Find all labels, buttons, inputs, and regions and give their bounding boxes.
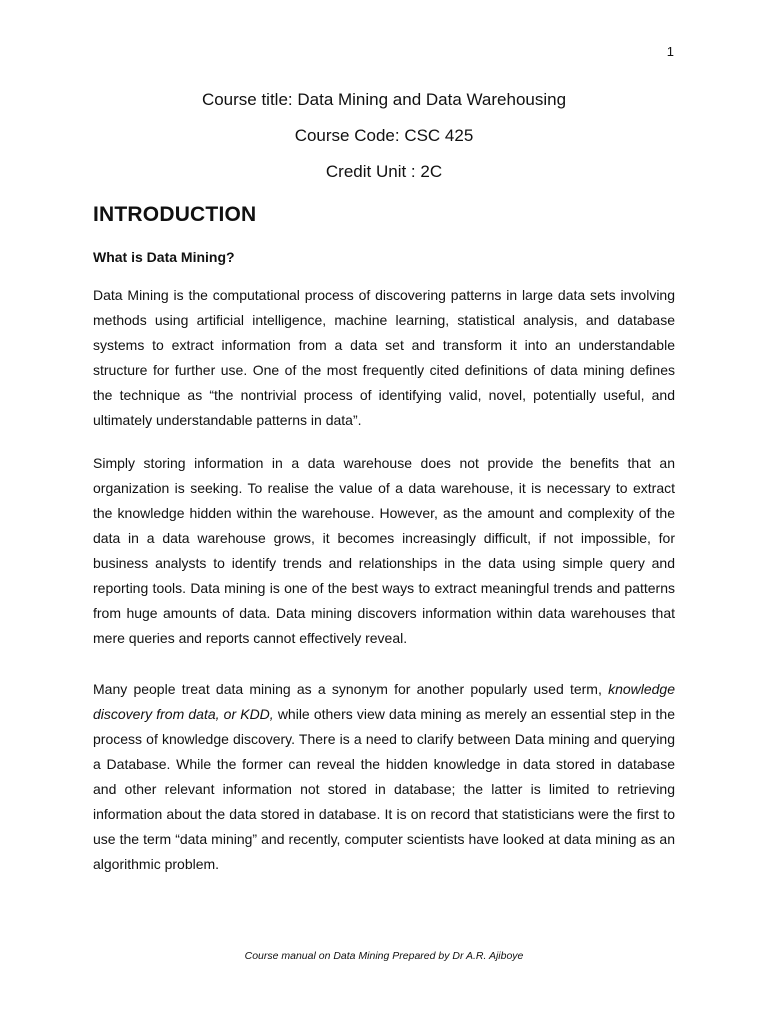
course-header (0, 88, 768, 196)
course-code: Course Code: CSC 425 (294, 126, 474, 145)
paragraph-3-end: while others view data mining as merely an essential step in the process of knowledge discovery. There is a need to clarify between Data mining and querying a Database. While the former can reveal the hidden knowledge in data stored in database and other relevant information not stored in database; the latter is limited to retrieving information about the data stored in database. It is on record that statisticians were the first to use the term “data mining” and recently, computer scientists have looked at data mining as an algorithmic problem. (93, 706, 675, 872)
subheading: What is Data Mining? (93, 249, 235, 265)
page-footer: Course manual on Data Mining Prepared by Dr A.R. Ajiboye (244, 950, 524, 962)
paragraph-3-start: Many people treat data mining as a synonym for another popularly used term, (93, 681, 609, 697)
paragraph-3 (93, 677, 675, 877)
paragraph-3-italic: knowledge discovery from data, or KDD, (93, 681, 675, 722)
course-title: Course title: Data Mining and Data Warehousing (201, 90, 567, 109)
page-number: 1 (666, 44, 674, 59)
section-title: INTRODUCTION (93, 203, 257, 226)
paragraph-1: Data Mining is the computational process of discovering patterns in large data sets involving methods using artificial intelligence, machine learning, statistical analysis, and database systems to extract information from a data set and transform it into an understandable structure for further use. One of the most frequently cited definitions of data mining defines the technique as “the nontrivial process of identifying valid, novel, potentially useful, and ultimately understandable patterns in data”. (93, 287, 675, 428)
credit-unit: Credit Unit : 2C (325, 162, 443, 181)
paragraph-2: Simply storing information in a data warehouse does not provide the benefits that an organization is seeking. To realise the value of a data warehouse, it is necessary to extract the knowledge hidden within the warehouse. However, as the amount and complexity of the data in a data warehouse grows, it becomes increasingly difficult, if not impossible, for business analysts to identify trends and relationships in the data using simple query and reporting tools. Data mining is one of the best ways to extract meaningful trends and patterns from huge amounts of data. Data mining discovers information within data warehouses that mere queries and reports cannot effectively reveal. (93, 455, 675, 646)
